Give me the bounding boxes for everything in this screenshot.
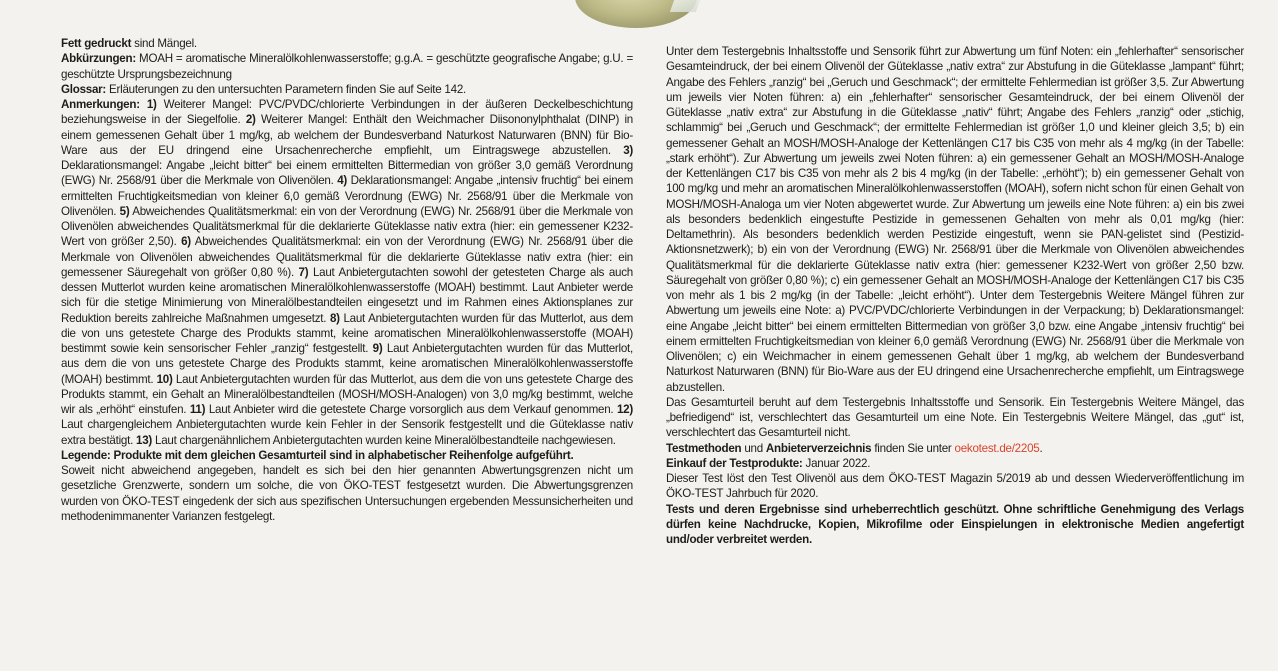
left-column [61,0,633,671]
annotations [61,97,633,448]
threshold-note [61,463,633,524]
text: und [741,441,766,455]
threshold-text: Soweit nicht abweichend angegeben, handelt es sich bei den hier genannten Abwertungsgrenzen nicht um gesetzliche Grenzwerte, sondern um solche, die von ÖKO-TEST festgesetzt wurden. Die Abwertungsgrenzen wurden von ÖKO-TEST eingedenk der sich aus spezifischen Untersuchungen ergebenden Messunsicherheiten und methodenimmanenter Varianzen festgelegt. [61,464,633,523]
note-11: Laut Anbieter wird die getestete Charge vorsorglich aus dem Verkauf genommen. [205,403,617,416]
replacement-text: Dieser Test löst den Test Olivenöl aus dem ÖKO-TEST Magazin 5/2019 ab und dessen Wiederveröffentlichung im ÖKO-TEST Jahrbuch für 2020. [666,472,1244,501]
overall-rating-text: Das Gesamturteil beruht auf dem Testergebnis Inhaltsstoffe und Sensorik. Ein Testergebnis Weitere Mängel, das „befriedigend“ ist, verschlechtert das Gesamturteil um eine Note. Ein Testergebnis Weitere Mängel, das „gut“ ist, verschlechtert das Gesamturteil nicht. [666,395,1244,440]
note-12: Laut chargengleichem Anbietergutachten wurde kein Fehler in der Sensorik festgestellt und die Güteklasse nativ extra bestätigt. [61,418,633,447]
note-10: Laut Anbietergutachten wurden für das Mutterlot, aus dem die von uns getestete Charge des Produkts stammt, ein Gehalt an Mineralölbestandteilen (MOSH/MOSH-Analogen) von 3,0 mg/kg bestimmt, welche wir als „erhöht“ einstufen. [61,372,633,416]
purchase-date [666,456,1244,471]
text: finden Sie unter [871,441,955,455]
abbreviations [61,51,633,82]
abbreviations-text: MOAH = aromatische Mineralölkohlenwasserstoffe; g.g.A. = geschützte geografische Angabe; g.U. = geschützte Ursprungsbezeichnung [61,52,633,81]
note-num-2: 2) [245,113,256,127]
test-methods [666,441,1244,456]
right-column [666,0,1244,671]
note-num-8: 8) [329,311,340,325]
oekotest-link[interactable]: oekotest.de/2205 [954,441,1040,455]
purchase-date-label: Einkauf der Testprodukte: [666,456,803,470]
supplier-directory-label: Anbieterverzeichnis [765,441,872,455]
note-num-4: 4) [337,174,348,188]
replacement-note [666,471,1244,502]
note-num-5: 5) [119,204,130,218]
note-13: Laut chargenähnlichem Anbietergutachten wurden keine Mineralölbestandteile nachgewiesen. [152,433,616,447]
note-3: Deklarationsmangel: Angabe „leicht bitter“ bei einem ermittelten Bittermedian von größer 3,0 gemäß Verordnung (EWG) Nr. 2568/91 über die Merkmale von Olivenölen. [61,159,633,188]
note-num-11: 11) [189,403,206,416]
note-4: Deklarationsmangel: Angabe „intensiv fruchtig“ bei einem ermittelten Fruchtigkeitsmedian von kleiner 6,0 gemäß Verordnung (EWG) Nr. 2568/91 über die Merkmale von Olivenölen. [61,174,634,218]
test-methods-label: Testmethoden [666,441,742,455]
glossary [61,82,633,97]
glossary-text: Erläuterungen zu den untersuchten Parametern finden Sie auf Seite 142. [106,82,466,96]
bold-legend-note [61,36,633,51]
note-9: Laut Anbietergutachten wurden für das Mutterlot, aus dem die von uns getestete Charge des Produkts stammt, keine aromatischen Mineralölkohlenwasserstoffe (MOAH) bestimmt. [61,342,633,386]
note-num-12: 12) [616,403,633,416]
note-7: Laut Anbietergutachten sowohl der getesteten Charge als auch dessen Mutterlot wurden keine aromatischen Mineralölkohlenwasserstoffe (MOAH) bestimmt. Laut Anbieter werde sich für die stetige Minimierung von Mineralölbestandteilen eingesetzt und im Rahmen eines Aktionsplanes zur Reduktion bereits zahlreiche Maßnahmen umgesetzt. [61,265,633,325]
copyright-notice [666,502,1244,548]
note-num-7: 7) [298,265,309,279]
glossary-label: Glossar: [61,82,107,96]
copyright-text: Tests und deren Ergebnisse sind urheberrechtlich geschützt. Ohne schriftliche Genehmigung des Verlags dürfen keine Nachdrucke, Kopien, Mikrofilme oder Einspielungen in elektronische Medien angefertigt und/oder verbreitet werden. [666,502,1244,546]
annotations-label: Anmerkungen: 1) [61,98,157,111]
note-num-3: 3) [623,143,633,157]
note-1: Weiterer Mangel: PVC/PVDC/chlorierte Verbindungen in der äußeren Deckelbeschichtung beziehungsweise in der Siegelfolie. [61,98,633,127]
note-8: Laut Anbietergutachten wurden für das Mutterlot, aus dem die von uns getestete Charge des Produkts stammt, keine aromatischen Mineralölkohlenwasserstoffe (MOAH) bestimmt sowie kein sensorischer Fehler „ranzig“ festgestellt. [61,311,634,355]
note-6: Abweichendes Qualitätsmerkmal: ein von der Verordnung (EWG) Nr. 2568/91 über die Merkmale von Olivenölen abweichendes Qualitätsmerkmal für die deklarierte Güteklasse nativ extra (hier: ein gemessener Säuregehalt von größer 0,80 %). [61,235,634,279]
note-num-13: 13) [136,433,153,447]
legend [61,448,633,463]
note-5: Abweichendes Qualitätsmerkmal: ein von der Verordnung (EWG) Nr. 2568/91 über die Merkmale von Olivenölen abweichendes Qualitätsmerkmal für die deklarierte Güteklasse nativ extra (hier: ein gemessener K232-Wert von größer 2,50). [61,204,633,249]
note-2: Weiterer Mangel: Enthält den Weichmacher Diisononylphthalat (DINP) in einem gemessenen Gehalt über 1 mg/kg, ab welchem der Bundesverband Naturkost Naturwaren (BNN) für Bio-Ware aus der EU dringend eine Ursachenrecherche empfiehlt, um Eintragswege abzustellen. [61,113,633,157]
abbreviations-label: Abkürzungen: [61,52,136,66]
note-num-10: 10) [156,372,173,386]
text: sind Mängel. [131,37,197,50]
rating-rules-text: Unter dem Testergebnis Inhaltsstoffe und Sensorik führt zur Abwertung um fünf Noten: ein „fehlerhafter“ sensorischer Gesamteindruck, der bei einem Olivenöl der Güteklasse „nativ extra“ zur Abstufung in die Güteklasse „lampant“ führt; Angabe des Fehlers „ranzig“ bei „Geruch und Geschmack“; der ermittelte Fehlermedian ist größer 3,5. Zur Abwertung um jeweils vier Noten führen: a) ein „fehlerhafter“ sensorischer Gesamteindruck, der bei einem Olivenöl der Güteklasse „nativ extra“ zur Abstufung in die Güteklasse „nativ“ führt; Angabe des Fehlers „ranzig“ oder „stichig, schlammig“ bei „Geruch und Geschmack“; der ermittelte Fehlermedian ist größer 1,0 und kleiner gleich 3,5; b) ein gemessener Gehalt an MOSH/MOSH-Analoge der Kettenlängen C17 bis C35 von mehr als 4 mg/kg (in der Tabelle: „stark erhöht“). Zur Abwertung um jeweils zwei Noten führen: a) ein gemessener Gehalt an MOSH/MOSH-Analoge der Kettenlängen C17 bis C35 von mehr als 2 bis 4 mg/kg (in der Tabelle: „erhöht“); b) ein gemessener Gehalt von 100 mg/kg und mehr an aromatischen Mineralölkohlenwasserstoffen (MOAH), sofern nicht schon für einen Gehalt von MOSH/MOSH-Analoga um vier Noten abgewertet wurde. Zur Abwertung um jeweils eine Note führen: a) ein bis zwei als besonders bedenklich eingestufte Pestizide in gemessenen Gehalten von mehr als 0,01 mg/kg (hier: Deltamethrin). Als besonders bedenklich werden Pestizide eingestuft, wenn sie PAN-gelistet sind (Pestizid-Aktionsnetzwerk); b) ein von der Verordnung (EWG) Nr. 2568/91 über die Merkmale von Olivenölen abweichendes Qualitätsmerkmal für die deklarierte Güteklasse nativ extra (hier: gemessener K232-Wert von größer 2,50 bzw. Säuregehalt von größer 0,80 %); c) ein gemessener Gehalt an MOSH/MOSH-Analoge der Kettenlängen C17 bis C35 von mehr als 1 bis 2 mg/kg (in der Tabelle: „leicht erhöht“). Unter dem Testergebnis Weitere Mängel führen zur Abwertung um jeweils eine Note: a) PVC/PVDC/chlorierte Verbindungen in der Verpackung; b) Deklarationsmangel: eine Angabe „leicht bitter“ bei einem ermittelten Bittermedian von größer 3,0 bzw. eine Angabe „intensiv fruchtig“ bei einem ermittelten Fruchtigkeitsmedian von kleiner 6,0 gemäß Verordnung (EWG) Nr. 2568/91 über die Merkmale von Olivenölen; c) ein Weichmacher in einem gemessenen Gehalt über 1 mg/kg, ab welchem der Bundesverband Naturkost Naturwaren (BNN) für Bio-Ware aus der EU dringend eine Ursachenrecherche empfiehlt, um Eintragswege abzustellen. [666,45,1244,394]
purchase-date-value: Januar 2022. [802,456,871,470]
note-num-9: 9) [372,342,383,355]
overall-rating-note [666,395,1244,441]
legend-text: Legende: Produkte mit dem gleichen Gesamturteil sind in alphabetischer Reihenfolge aufgeführt. [61,448,574,462]
text: . [1039,441,1043,455]
note-num-6: 6) [181,235,191,249]
bold-label: Fett gedruckt [61,37,132,50]
rating-rules [666,44,1244,395]
